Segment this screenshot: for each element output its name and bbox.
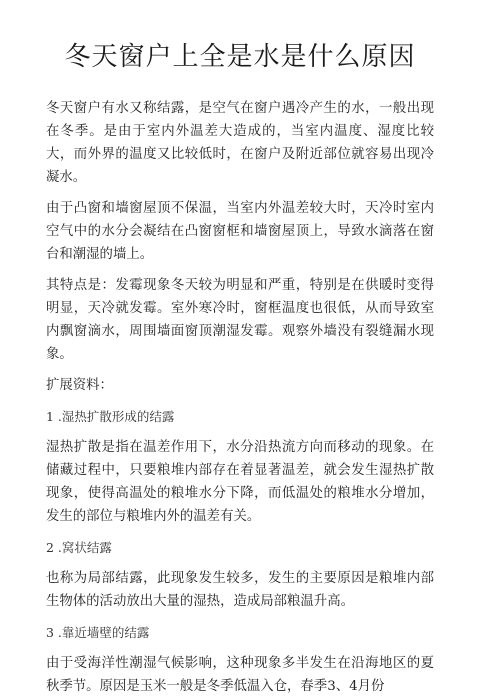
section-heading-2: 2 .窝状结露 [46, 540, 112, 555]
paragraph-extended-info-label: 扩展资料： [46, 378, 113, 393]
page-title: 冬天窗户上全是水是什么原因 [64, 42, 416, 72]
paragraph-wall-condensation: 由于受海洋性潮湿气候影响，这种现象多半发生在沿海地区的夏秋季节。原因是玉米一般是冬季低温入仓，春季3、4月份 [46, 656, 434, 694]
paragraph-heat-diffusion: 湿热扩散是指在温差作用下，水分沿热流方向而移动的现象。在储藏过程中，只要粮堆内部存在着显著温差，就会发生湿热扩散现象，使得高温处的粮堆水分下降，而低温处的粮堆水分增加，发生的部位与粮堆内外的温差有关。 [46, 440, 434, 524]
paragraph-bay-window-cause: 由于凸窗和墙窗屋顶不保温，当室内外温差较大时，天冷时室内空气中的水分会凝结在凸窗窗框和墙窗屋顶上，导致水滴落在窗台和潮湿的墙上。 [46, 201, 434, 262]
paragraph-local-condensation: 也称为局部结露，此现象发生较多，发生的主要原因是粮堆内部生物体的活动放出大量的湿热，造成局部粮温升高。 [46, 571, 434, 609]
section-heading-1: 1 .湿热扩散形成的结露 [46, 409, 175, 424]
paragraph-condensation-definition: 冬天窗户有水又称结露，是空气在窗户遇冷产生的水，一般出现在冬季。是由于室内外温差大造成的，当室内温度、湿度比较大，而外界的温度又比较低时，在窗户及附近部位就容易出现冷凝水。 [46, 101, 434, 185]
section-heading-3: 3 .靠近墙壁的结露 [46, 625, 150, 640]
paragraph-characteristics: 其特点是：发霉现象冬天较为明显和严重，特别是在供暖时变得明显，天冷就发霉。室外寒冷时，窗框温度也很低，从而导致室内飘窗滴水，周围墙面窗顶潮湿发霉。观察外墙没有裂缝漏水现象。 [46, 278, 434, 362]
